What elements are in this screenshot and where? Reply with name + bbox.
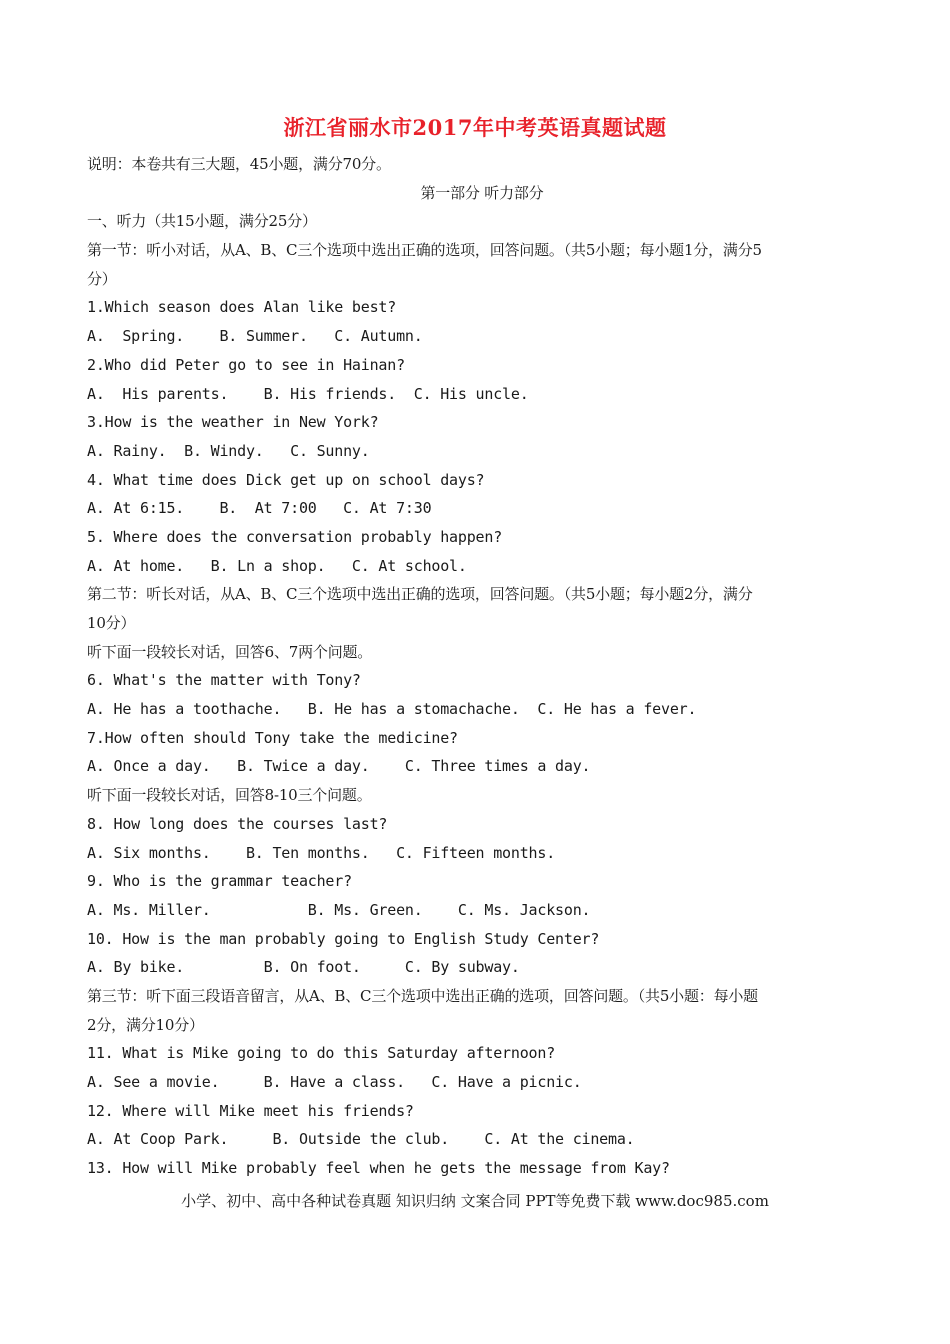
text-line: 第三节：听下面三段语音留言，从A、B、C三个选项中选出正确的选项，回答问题。（共5小题：每小题: [87, 986, 758, 1005]
text-line: 说明：本卷共有三大题，45小题，满分70分。: [87, 155, 391, 173]
text-line: 2.Who did Peter go to see in Hainan?: [87, 355, 405, 374]
text-line: 8. How long does the courses last?: [87, 814, 388, 833]
text-line: A. He has a toothache. B. He has a stomachache. C. He has a fever.: [87, 700, 697, 719]
text-line: 第二节：听长对话，从A、B、C三个选项中选出正确的选项，回答问题。（共5小题；每小题2分，满分: [87, 585, 753, 604]
text-line: A. His parents. B. His friends. C. His uncle.: [87, 384, 529, 403]
document-body: [87, 150, 877, 1183]
text-line: 4. What time does Dick get up on school days?: [87, 470, 485, 489]
text-line: 9. Who is the grammar teacher?: [87, 872, 352, 891]
text-line: 听下面一段较长对话，回答6、7两个问题。: [87, 642, 373, 661]
text-line: 听下面一段较长对话，回答8-10三个问题。: [87, 786, 372, 805]
text-line: 分）: [87, 269, 117, 288]
text-line: 12. Where will Mike meet his friends?: [87, 1101, 414, 1120]
text-line: A. Six months. B. Ten months. C. Fifteen months.: [87, 843, 556, 862]
text-line: A. At Coop Park. B. Outside the club. C. At the cinema.: [87, 1130, 635, 1149]
text-line: 2分，满分10分）: [87, 1015, 204, 1034]
text-line: 第一节：听小对话，从A、B、C三个选项中选出正确的选项，回答问题。（共5小题；每小题1分，满分5: [87, 241, 762, 260]
text-line: A. Spring. B. Summer. C. Autumn.: [87, 327, 423, 346]
text-line: 10分）: [87, 614, 136, 632]
text-line: A. See a movie. B. Have a class. C. Have a picnic.: [87, 1073, 582, 1091]
text-line: 1.Which season does Alan like best?: [87, 298, 397, 317]
text-line: 5. Where does the conversation probably happen?: [87, 527, 503, 546]
text-line: A. Once a day. B. Twice a day. C. Three times a day.: [87, 757, 591, 776]
page-footer: 小学、初中、高中各种试卷真题 知识归纳 文案合同 PPT等免费下载 www.doc985.com: [181, 1192, 769, 1210]
text-line: A. By bike. B. On foot. C. By subway.: [87, 958, 520, 977]
text-line: 一、听力（共15小题，满分25分）: [87, 212, 317, 231]
text-line: 6. What's the matter with Tony?: [87, 671, 361, 690]
text-line: 第一部分 听力部分: [420, 183, 544, 202]
text-line: 7.How often should Tony take the medicine?: [87, 728, 458, 747]
text-line: A. At 6:15. B. At 7:00 C. At 7:30: [87, 499, 432, 518]
text-line: 11. What is Mike going to do this Saturday afternoon?: [87, 1044, 556, 1063]
text-line: 13. How will Mike probably feel when he gets the message from Kay?: [87, 1159, 670, 1178]
text-line: A. Ms. Miller. B. Ms. Green. C. Ms. Jackson.: [87, 900, 591, 919]
text-line: 10. How is the man probably going to English Study Center?: [87, 929, 600, 948]
text-line: 3.How is the weather in New York?: [87, 413, 379, 432]
text-line: A. Rainy. B. Windy. C. Sunny.: [87, 441, 370, 460]
text-line: A. At home. B. Ln a shop. C. At school.: [87, 556, 467, 575]
document-title: 浙江省丽水市2017年中考英语真题试题: [283, 115, 667, 140]
